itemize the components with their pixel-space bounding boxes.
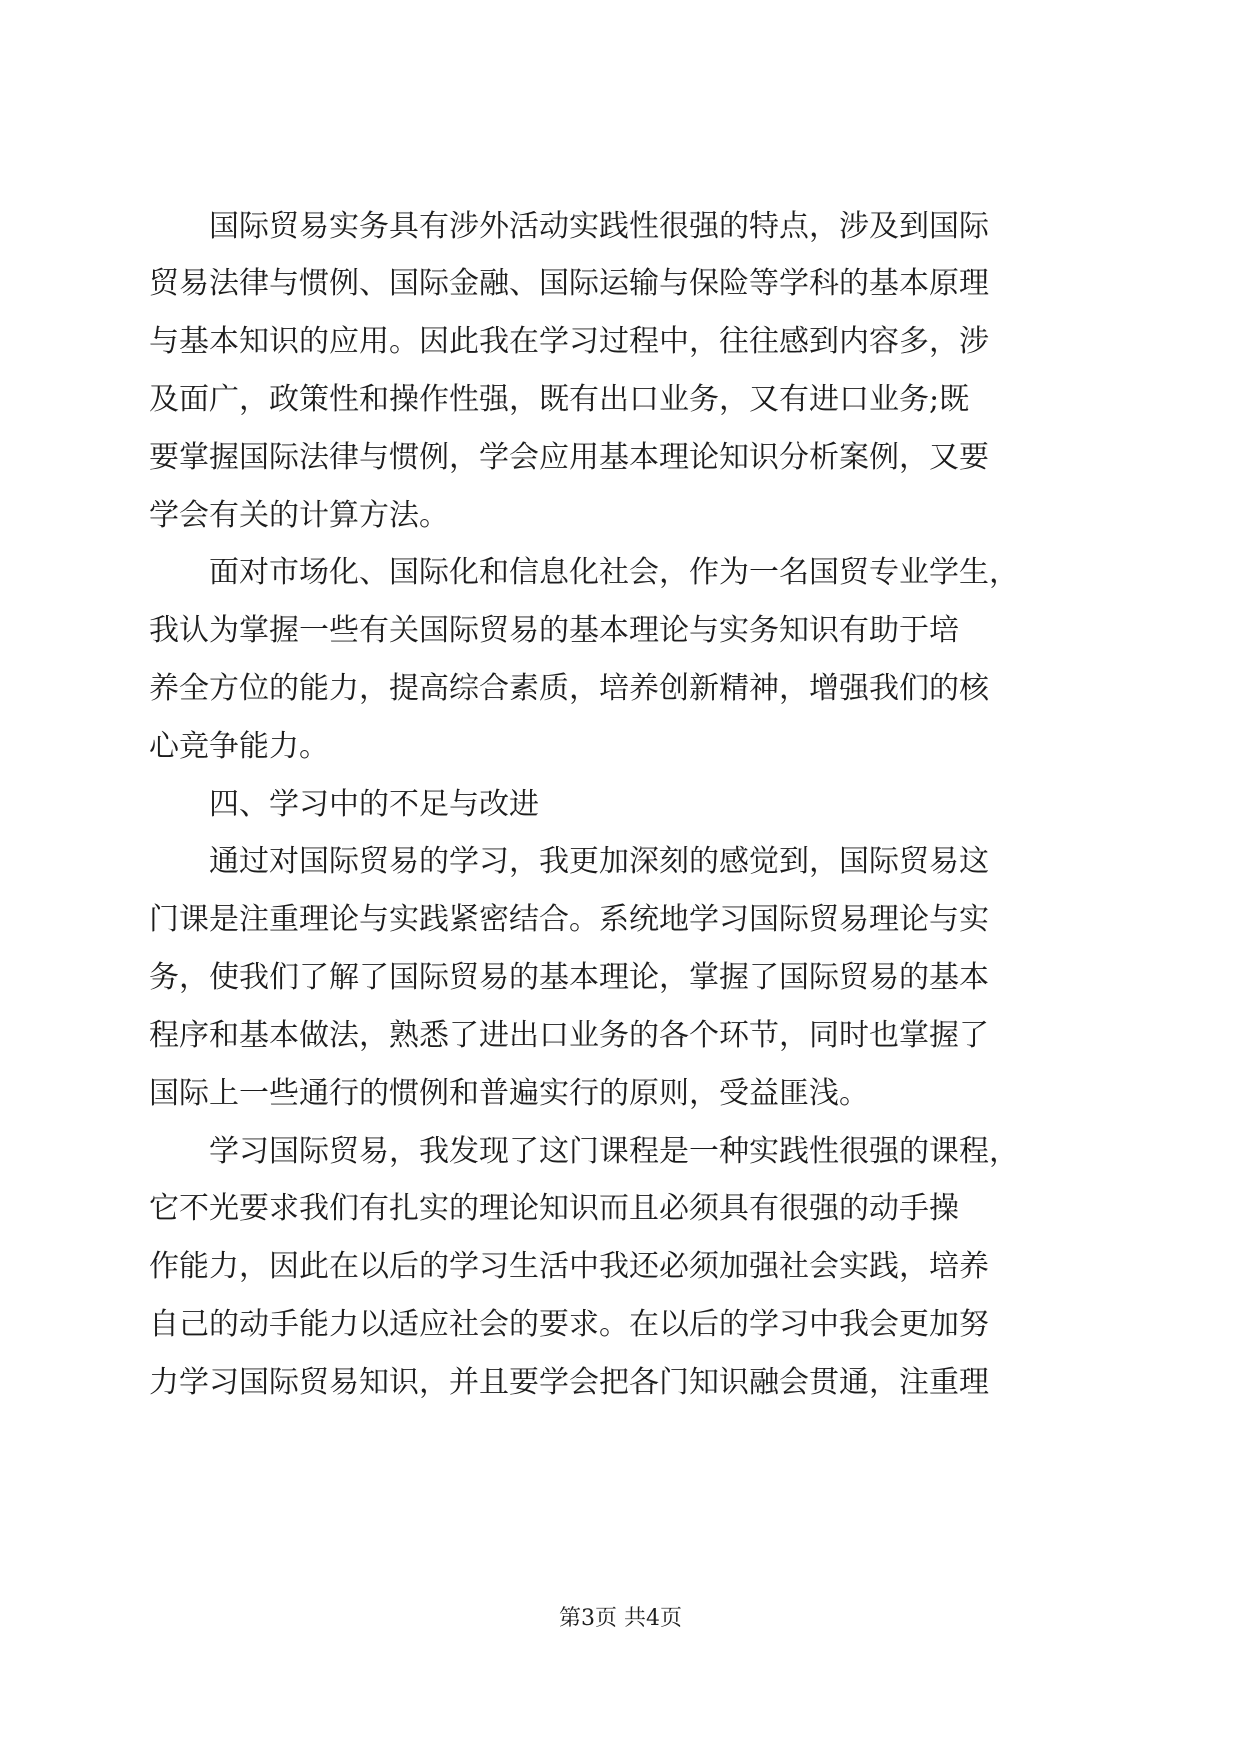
text-line: 学会有关的计算方法。 [149,498,449,533]
text-line: 养全方位的能力，提高综合素质，培养创新精神，增强我们的核 [149,671,989,706]
text-line: 面对市场化、国际化和信息化社会，作为一名国贸专业学生， [209,555,1019,590]
text-line: 贸易法律与惯例、国际金融、国际运输与保险等学科的基本原理 [149,266,989,301]
text-line: 自己的动手能力以适应社会的要求。在以后的学习中我会更加努 [149,1307,989,1342]
text-line: 心竞争能力。 [149,729,329,764]
text-line: 国际贸易实务具有涉外活动实践性很强的特点，涉及到国际 [209,209,989,244]
text-line: 及面广，政策性和操作性强，既有出口业务，又有进口业务;既 [149,382,970,417]
text-line: 它不光要求我们有扎实的理论知识而且必须具有很强的动手操 [149,1191,959,1226]
text-line: 门课是注重理论与实践紧密结合。系统地学习国际贸易理论与实 [149,902,989,937]
section-heading: 四、学习中的不足与改进 [209,787,539,822]
text-line: 我认为掌握一些有关国际贸易的基本理论与实务知识有助于培 [149,613,959,648]
text-line: 通过对国际贸易的学习，我更加深刻的感觉到，国际贸易这 [209,844,989,879]
text-line: 要掌握国际法律与惯例，学会应用基本理论知识分析案例，又要 [149,440,989,475]
text-line: 国际上一些通行的惯例和普遍实行的原则，受益匪浅。 [149,1076,869,1111]
text-line: 与基本知识的应用。因此我在学习过程中，往往感到内容多，涉 [149,324,989,359]
text-line: 力学习国际贸易知识，并且要学会把各门知识融会贯通，注重理 [149,1365,989,1400]
text-line: 作能力，因此在以后的学习生活中我还必须加强社会实践，培养 [149,1249,989,1284]
text-line: 务，使我们了解了国际贸易的基本理论，掌握了国际贸易的基本 [149,960,989,995]
text-line: 程序和基本做法，熟悉了进出口业务的各个环节，同时也掌握了 [149,1018,989,1053]
page-number-footer: 第3页 共4页 [559,1606,682,1631]
text-line: 学习国际贸易，我发现了这门课程是一种实践性很强的课程， [209,1134,1019,1169]
